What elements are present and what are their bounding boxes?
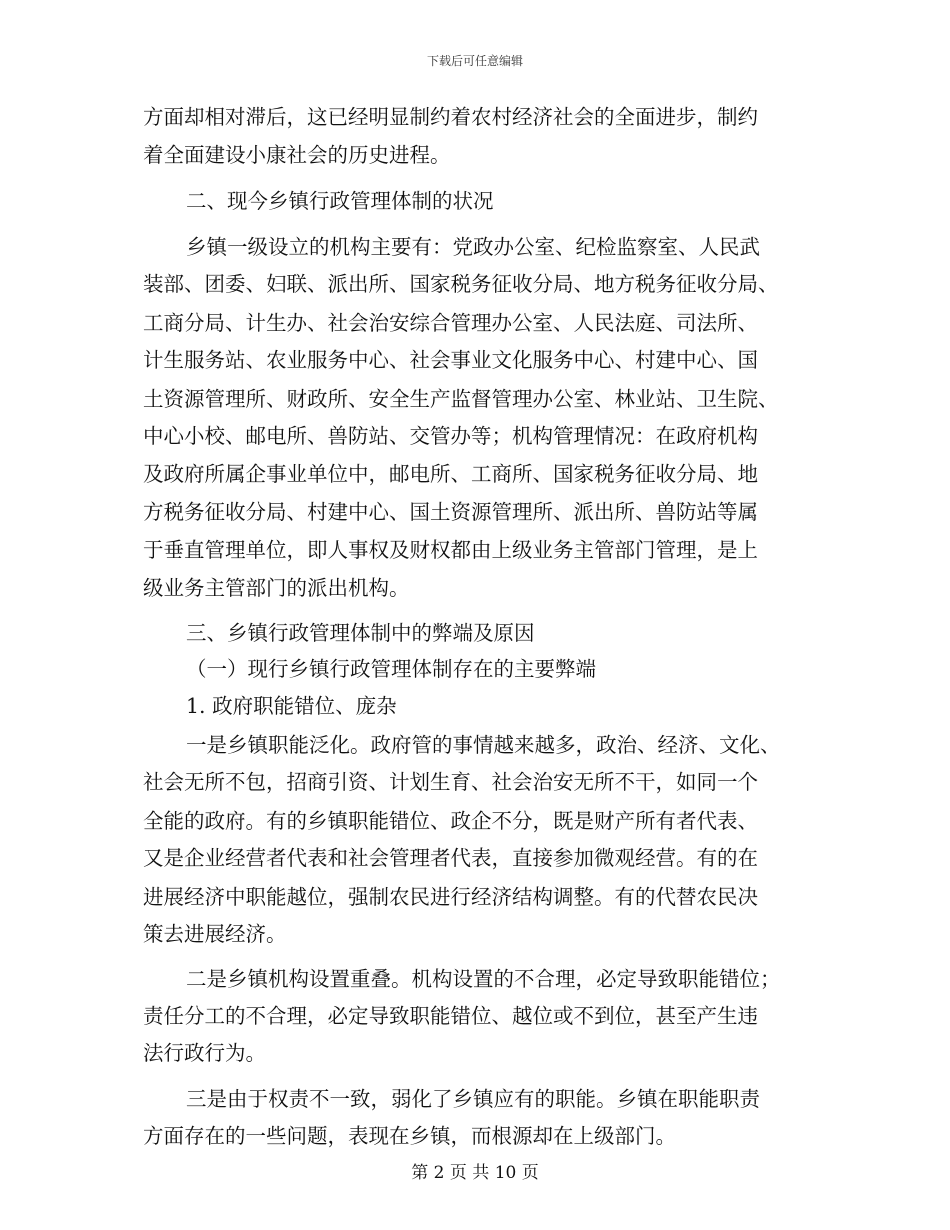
- paragraph-line: 一是乡镇职能泛化。政府管的事情越来越多，政治、经济、文化、: [186, 733, 781, 757]
- paragraph-line: 乡镇一级设立的机构主要有：党政办公室、纪检监察室、人民武: [186, 235, 760, 259]
- paragraph-line: 策去进展经济。: [143, 922, 287, 946]
- paragraph-line: 全能的政府。有的乡镇职能错位、政企不分，既是财产所有者代表、: [143, 809, 758, 833]
- subsection-heading: （一）现行乡镇行政管理体制存在的主要弊端: [186, 657, 596, 681]
- paragraph-line: 方税务征收分局、村建中心、国土资源管理所、派出所、兽防站等属: [143, 500, 758, 524]
- paragraph-line: 及政府所属企事业单位中，邮电所、工商所、国家税务征收分局、地: [143, 462, 758, 486]
- paragraph-line: 法行政行为。: [143, 1041, 266, 1065]
- paragraph-line: 又是企业经营者代表和社会管理者代表，直接参加微观经营。有的在: [143, 846, 758, 870]
- paragraph-line: 着全面建设小康社会的历史进程。: [143, 143, 451, 167]
- paragraph-line: 工商分局、计生办、社会治安综合管理办公室、人民法庭、司法所、: [143, 311, 758, 335]
- paragraph-line: 方面存在的一些问题，表现在乡镇，而根源却在上级部门。: [143, 1124, 676, 1148]
- paragraph-line: 社会无所不包，招商引资、计划生育、社会治安无所不干，如同一个: [143, 770, 758, 794]
- paragraph-line: 级业务主管部门的派出机构。: [143, 576, 410, 600]
- paragraph-line: 二是乡镇机构设置重叠。机构设置的不合理，必定导致职能错位；: [186, 967, 781, 991]
- paragraph-line: 三是由于权责不一致，弱化了乡镇应有的职能。乡镇在职能职责: [186, 1087, 760, 1111]
- section-heading: 三、乡镇行政管理体制中的弊端及原因: [186, 621, 535, 645]
- paragraph-line: 方面却相对滞后，这已经明显制约着农村经济社会的全面进步，制约: [143, 105, 758, 129]
- paragraph-line: 进展经济中职能越位，强制农民进行经济结构调整。有的代替农民决: [143, 885, 758, 909]
- section-heading: 二、现今乡镇行政管理体制的状况: [186, 189, 494, 213]
- paragraph-line: 中心小校、邮电所、兽防站、交管办等；机构管理情况：在政府机构: [143, 424, 758, 448]
- paragraph-line: 土资源管理所、财政所、安全生产监督管理办公室、林业站、卫生院、: [143, 387, 779, 411]
- page-number-footer: 第 2 页 共 10 页: [411, 1163, 539, 1183]
- paragraph-line: 于垂直管理单位，即人事权及财权都由上级业务主管部门管理，是上: [143, 538, 758, 562]
- paragraph-line: 责任分工的不合理，必定导致职能错位、越位或不到位，甚至产生违: [143, 1004, 758, 1028]
- subsection-heading: 1. 政府职能错位、庞杂: [186, 694, 397, 718]
- paragraph-line: 计生服务站、农业服务中心、社会事业文化服务中心、村建中心、国: [143, 348, 758, 372]
- page-header: 下载后可任意编辑: [426, 54, 523, 68]
- paragraph-line: 装部、团委、妇联、派出所、国家税务征收分局、地方税务征收分局、: [143, 272, 779, 296]
